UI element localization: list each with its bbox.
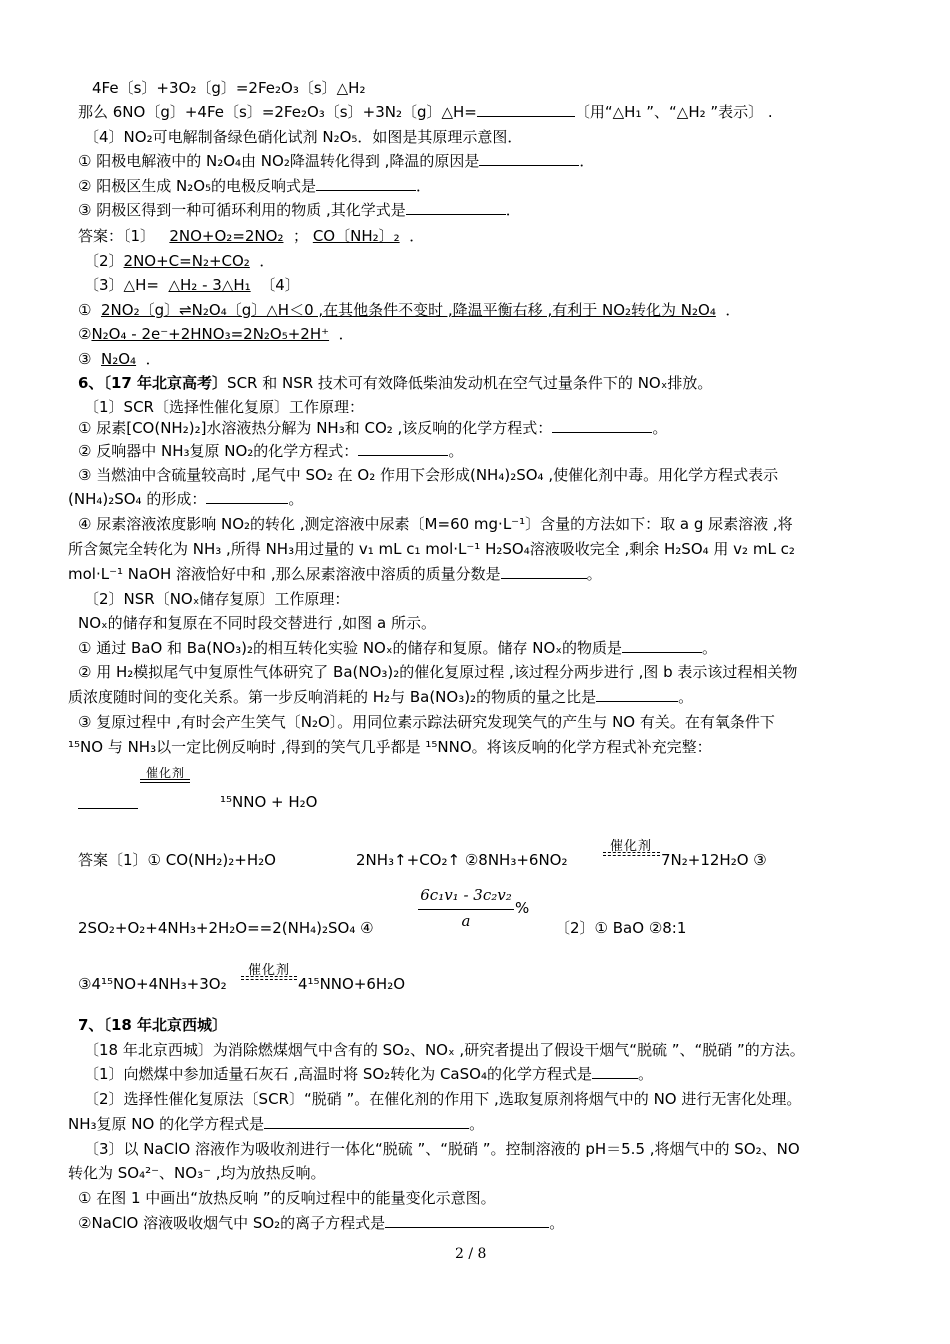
text-line: ③ 当燃油中含硫量较高时 ,尾气中 SO₂ 在 O₂ 作用下会形成(NH₄)₂SO₄ ,使催化剂中毒。用化学方程式表示 <box>78 466 779 484</box>
page-number: 2 / 8 <box>455 1246 487 1262</box>
catalyst-label: 催化剂 <box>146 766 186 780</box>
text-span: 〔用“△H₁ ”、“△H₂ ”表示〕 . <box>574 103 773 121</box>
answer-text: △H₂ - 3△H₁ <box>168 276 251 294</box>
question-text: SCR 和 NSR 技术可有效降低柴油发动机在空气过量条件下的 NOₓ排放。 <box>227 374 713 392</box>
text-line <box>78 102 773 122</box>
text-span: 〔4〕 <box>260 276 300 294</box>
question-source: 〔17 年北京高考〕 <box>103 374 228 392</box>
answer-label: ① <box>78 301 92 319</box>
text-line: 〔2〕NSR〔NOₓ储存复原〕工作原理： <box>84 590 350 608</box>
catalyst-label: 催化剂 <box>248 963 291 978</box>
answer-label: ② <box>78 325 92 343</box>
catalyst-label: 催化剂 <box>610 839 653 854</box>
text-span: ① 通过 BaO 和 Ba(NO₃)₂的相互转化实验 NOₓ的储存和复原。储存 NOₓ的物质是 <box>78 639 622 657</box>
text-span: ． <box>505 201 521 219</box>
text-span: ． <box>259 252 275 270</box>
text-line: ① 在图 1 中画出“放热反响 ”的反响过程中的能量变化示意图。 <box>78 1189 496 1207</box>
answer-text: 2NO+O₂=2NO₂ <box>169 227 284 245</box>
answer-line <box>78 850 276 870</box>
question-number: 7、 <box>78 1016 104 1034</box>
text-line <box>78 151 594 171</box>
text-line <box>78 638 717 658</box>
answer-line: 4¹⁵NNO+6H₂O <box>298 975 406 993</box>
answer-text: 2NO+C=N₂+CO₂ <box>123 252 250 270</box>
text-line <box>68 489 303 509</box>
answer-blank[interactable] <box>596 687 678 702</box>
text-span: 。 <box>549 1214 565 1232</box>
answer-line <box>84 251 274 271</box>
answer-line <box>78 349 161 369</box>
answer-line <box>356 850 567 870</box>
answer-blank[interactable] <box>479 151 579 166</box>
answer-label: 答案：〔1〕 <box>78 227 156 245</box>
answer-blank[interactable] <box>552 418 652 433</box>
answer-text: 2NO₂〔g〕⇌N₂O₄〔g〕△H＜0 ,在其他条件不变时 ,降温平衡右移 ,有利于 NO₂转化为 N₂O₄ <box>101 301 716 319</box>
answer-text: 2NH₃↑+CO₂↑ ②8NH₃+6NO₂ <box>356 851 568 869</box>
text-span: 。 <box>701 639 717 657</box>
text-span: ． <box>145 350 161 368</box>
answer-text: CO〔NH₂〕₂ <box>312 227 400 245</box>
answer-line <box>78 300 740 320</box>
text-line: 〔18 年北京西城〕为消除燃煤烟气中含有的 SO₂、NOₓ ,研究者提出了假设干烟气“脱硫 ”、“脱硝 ”的方法。 <box>84 1041 805 1059</box>
equals-sign <box>241 976 297 980</box>
text-span: 。 <box>469 1115 485 1133</box>
equation-right: ¹⁵NNO + H₂O <box>220 793 318 811</box>
answer-blank[interactable] <box>385 1213 549 1228</box>
text-span: ③ 阴极区得到一种可循环利用的物质 ,其化学式是 <box>78 201 406 219</box>
answer-blank[interactable] <box>477 102 575 117</box>
equals-sign <box>140 779 190 783</box>
text-span: ； <box>293 227 309 245</box>
text-line: 〔2〕选择性催化复原法〔SCR〕“脱硝 ”。在催化剂的作用下 ,选取复原剂将烟气中的 NO 进行无害化处理。 <box>84 1090 802 1108</box>
text-line: 〔3〕以 NaClO 溶液作为吸收剂进行一体化“脱硫 ”、“脱硝 ”。控制溶液的 pH＝5.5 ,将烟气中的 SO₂、NO <box>84 1140 800 1158</box>
text-span: ． <box>338 325 354 343</box>
text-span: ① 尿素[CO(NH₂)₂]水溶液热分解为 NH₃和 CO₂ ,该反响的化学方程式： <box>78 419 553 437</box>
answer-blank[interactable] <box>264 1114 469 1129</box>
answer-line: ③4¹⁵NO+4NH₃+3O₂ <box>78 975 227 993</box>
text-span: ②NaClO 溶液吸收烟气中 SO₂的离子方程式是 <box>78 1214 386 1232</box>
text-line: ③ 复原过程中 ,有时会产生笑气〔N₂O〕。用同位素示踪法研究发现笑气的产生与 NO 有关。在有氧条件下 <box>78 713 775 731</box>
text-line: 4Fe〔s〕+3O₂〔g〕=2Fe₂O₃〔s〕△H₂ <box>92 79 366 97</box>
answer-blank[interactable] <box>501 564 587 579</box>
text-line: 〔1〕SCR〔选择性催化复原〕工作原理： <box>84 398 364 416</box>
text-line <box>68 687 693 707</box>
fraction-denominator: a <box>461 912 471 930</box>
percent-sign: % <box>515 899 530 917</box>
answer-blank[interactable] <box>206 489 288 504</box>
answer-line: 7N₂+12H₂O ③ <box>661 851 767 869</box>
answer-line: 2SO₂+O₂+4NH₃+2H₂O==2(NH₄)₂SO₄ ④ <box>78 919 374 937</box>
text-line <box>68 1114 484 1134</box>
answer-line <box>84 275 300 295</box>
text-span: 那么 6NO〔g〕+4Fe〔s〕=2Fe₂O₃〔s〕+3N₂〔g〕△H= <box>78 103 477 121</box>
answer-text: 答案〔1〕① CO(NH₂)₂+H₂O <box>78 851 276 869</box>
answer-label: 〔3〕△H= <box>84 276 159 294</box>
text-span: 。 <box>448 442 464 460</box>
question-source: 〔18 年北京西城〕 <box>103 1016 228 1034</box>
answer-blank[interactable] <box>406 200 506 215</box>
answer-blank[interactable] <box>592 1064 638 1079</box>
text-span: ． <box>416 177 432 195</box>
text-line: ¹⁵NO 与 NH₃以一定比例反响时 ,得到的笑气几乎都是 ¹⁵NNO。将该反响的化学方程式补充完整： <box>68 738 712 756</box>
text-line: 转化为 SO₄²⁻、NO₃⁻ ,均为放热反响。 <box>68 1164 326 1182</box>
equals-sign <box>603 852 660 856</box>
text-line <box>84 1064 653 1084</box>
text-line <box>78 418 667 438</box>
text-line <box>78 176 431 196</box>
text-span: NH₃复原 NO 的化学方程式是 <box>68 1115 265 1133</box>
text-span: ② 阳极区生成 N₂O₅的电极反响式是 <box>78 177 317 195</box>
text-span: ② 反响器中 NH₃复原 NO₂的化学方程式： <box>78 442 359 460</box>
text-line: 〔4〕NO₂可电解制备绿色硝化试剂 N₂O₅．如图是其原理示意图． <box>84 128 523 146</box>
text-span: 。 <box>678 688 694 706</box>
text-span: 。 <box>586 565 602 583</box>
text-span: mol·L⁻¹ NaOH 溶液恰好中和 ,那么尿素溶液中溶质的质量分数是 <box>68 565 501 583</box>
text-line: ② 用 H₂模拟尾气中复原性气体研究了 Ba(NO₃)₂的催化复原过程 ,该过程分两步进行 ,图 b 表示该过程相关物 <box>78 663 798 681</box>
answer-text: N₂O₄ <box>101 350 137 368</box>
answer-blank[interactable] <box>622 638 702 653</box>
text-line: ④ 尿素溶液浓度影响 NO₂的转化 ,测定溶液中尿素〔M=60 mg·L⁻¹〕含量的方法如下：取 a g 尿素溶液 ,将 <box>78 515 793 533</box>
text-line <box>78 1213 564 1233</box>
text-line <box>78 200 521 220</box>
text-span: ① 阳极电解液中的 N₂O₄由 NO₂降温转化得到 ,降温的原因是 <box>78 152 480 170</box>
answer-line <box>78 324 354 344</box>
text-span: (NH₄)₂SO₄ 的形成： <box>68 490 207 508</box>
answer-line: 〔2〕① BaO ②8:1 <box>555 919 687 937</box>
text-span: 。 <box>288 490 304 508</box>
text-span: 。 <box>637 1065 653 1083</box>
text-span: 。 <box>652 419 668 437</box>
answer-text: N₂O₄ - 2e⁻+2HNO₃=2N₂O₅+2H⁺ <box>91 325 330 343</box>
text-line: 所含氮完全转化为 NH₃ ,所得 NH₃用过量的 v₁ mL c₁ mol·L⁻¹ H₂SO₄溶液吸收完全 ,剩余 H₂SO₄ 用 v₂ mL c₂ <box>68 540 795 558</box>
text-line <box>78 441 463 461</box>
text-line <box>68 564 602 584</box>
text-line: NOₓ的储存和复原在不同时段交替进行 ,如图 a 所示。 <box>78 614 436 632</box>
text-span: ． <box>579 152 595 170</box>
text-span: ． <box>725 301 741 319</box>
fraction-bar <box>418 909 514 910</box>
fraction-numerator: 6c₁v₁ - 3c₂v₂ <box>420 886 512 904</box>
question-number: 6、 <box>78 374 104 392</box>
answer-label: 〔2〕 <box>84 252 124 270</box>
text-span: 质浓度随时间的变化关系。第一步反响消耗的 H₂与 Ba(NO₃)₂的物质的量之比是 <box>68 688 597 706</box>
text-span: ． <box>409 227 425 245</box>
question-heading <box>78 373 712 393</box>
answer-line <box>78 226 424 246</box>
answer-label: ③ <box>78 350 92 368</box>
question-heading <box>78 1015 227 1035</box>
answer-blank[interactable] <box>358 441 448 456</box>
text-span: 〔1〕向燃煤中参加适量石灰石 ,高温时将 SO₂转化为 CaSO₄的化学方程式是 <box>84 1065 592 1083</box>
answer-blank[interactable] <box>78 794 138 809</box>
answer-blank[interactable] <box>316 176 416 191</box>
